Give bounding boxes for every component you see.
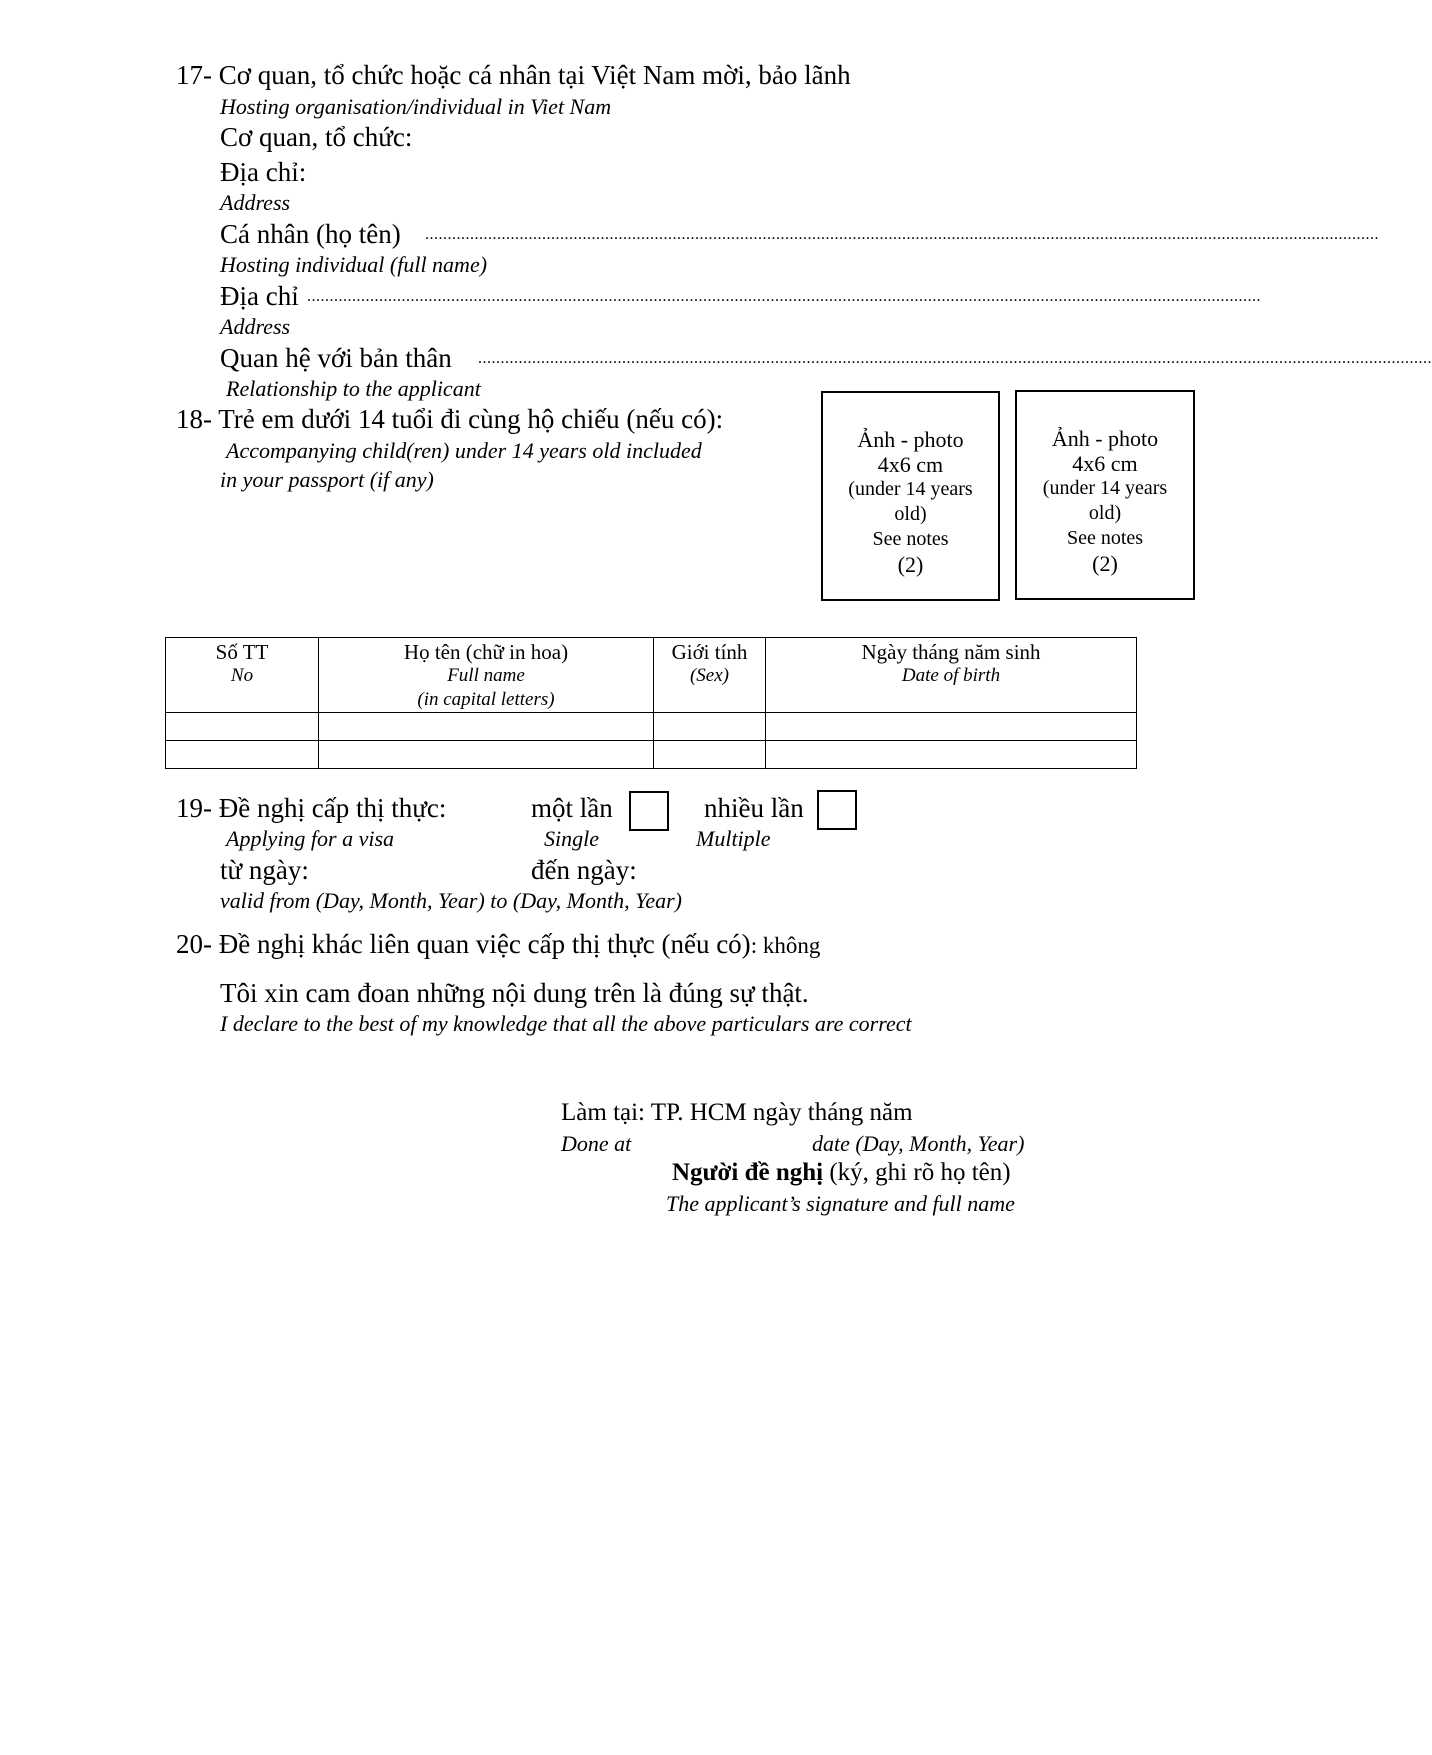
individual-en: Hosting individual (full name): [220, 252, 488, 277]
individual-address-en: Address: [220, 314, 291, 339]
multiple-entry-checkbox[interactable]: [817, 790, 857, 830]
photo-box-age-note: (under 14 years: [1042, 477, 1168, 499]
photo-box-label: Ảnh - photo: [857, 427, 964, 452]
cell-no[interactable]: [166, 713, 319, 741]
header-date-of-birth-en: Date of birth: [901, 665, 1001, 686]
cell-full-name[interactable]: [319, 713, 654, 741]
section-20-line: [176, 929, 820, 960]
photo-box-size: 4x6 cm: [877, 452, 944, 477]
photo-box-age-note: (under 14 years: [848, 478, 973, 500]
section-18-heading-en-1: Accompanying child(ren) under 14 years old included: [226, 438, 702, 463]
cell-sex[interactable]: [654, 741, 766, 769]
photo-box-note-number: (2): [897, 552, 924, 577]
valid-from-label: từ ngày:: [220, 855, 309, 885]
done-at-en: Done at: [561, 1131, 632, 1156]
cell-date-of-birth[interactable]: [766, 741, 1137, 769]
table-row: [166, 741, 1137, 769]
cell-date-of-birth[interactable]: [766, 713, 1137, 741]
section-19-heading: 19- Đề nghị cấp thị thực:: [176, 793, 447, 823]
photo-box-age-note-2: old): [894, 503, 927, 525]
done-at-place-date: Làm tại: TP. HCM ngày tháng năm: [561, 1099, 913, 1126]
header-full-name: [319, 638, 654, 713]
valid-to-label: đến ngày:: [531, 855, 637, 885]
section-20-heading: 20- Đề nghị khác liên quan việc cấp thị thực (nếu có): [176, 929, 751, 959]
relationship-en: Relationship to the applicant: [226, 376, 481, 401]
individual-address-dotted-line[interactable]: ....................................................................................................................................................................................................................: [307, 288, 1261, 305]
relationship-dotted-line[interactable]: ....................................................................................................................................................................................................................: [478, 350, 1432, 367]
date-en: date (Day, Month, Year): [812, 1131, 1025, 1156]
header-date-of-birth-vi: Ngày tháng năm sinh: [861, 640, 1041, 664]
organisation-address-en: Address: [220, 190, 291, 215]
section-20-answer: : không: [750, 933, 821, 958]
section-19-heading-en: Applying for a visa: [226, 826, 395, 851]
organisation-label: Cơ quan, tổ chức:: [220, 122, 413, 152]
declaration-vi: Tôi xin cam đoan những nội dung trên là đúng sự thật.: [220, 978, 809, 1008]
header-no: [166, 638, 319, 713]
children-table: [165, 637, 1137, 769]
relationship-label: Quan hệ với bản thân: [220, 343, 452, 373]
table-row: [166, 713, 1137, 741]
header-full-name-vi: Họ tên (chữ in hoa): [403, 640, 569, 664]
applicant-label-rest: (ký, ghi rõ họ tên): [823, 1159, 1011, 1186]
section-18-heading: 18- Trẻ em dưới 14 tuổi đi cùng hộ chiếu (nếu có):: [176, 404, 724, 434]
section-17-heading-en: Hosting organisation/individual in Viet Nam: [220, 94, 612, 119]
applicant-signature-en: The applicant’s signature and full name: [666, 1191, 1015, 1216]
photo-box-note-number: (2): [1092, 551, 1118, 576]
header-no-en: No: [230, 665, 254, 686]
header-sex-vi: Giới tính: [671, 640, 748, 664]
photo-box-size: 4x6 cm: [1072, 451, 1138, 476]
header-no-vi: Số TT: [215, 640, 269, 664]
child-photo-box-1[interactable]: [821, 391, 1000, 601]
applicant-label-bold: Người đề nghị: [672, 1159, 824, 1186]
individual-label: Cá nhân (họ tên): [220, 219, 401, 249]
individual-address-label: Địa chỉ: [220, 281, 299, 311]
children-table-header-row: [166, 638, 1137, 713]
header-full-name-en: Full name: [447, 665, 525, 686]
single-entry-label: một lần: [531, 793, 613, 823]
cell-full-name[interactable]: [319, 741, 654, 769]
applicant-signature-label: [672, 1159, 1011, 1187]
cell-sex[interactable]: [654, 713, 766, 741]
organisation-address-label: Địa chỉ:: [220, 157, 307, 187]
header-sex: [654, 638, 766, 713]
valid-dates-en: valid from (Day, Month, Year) to (Day, Month, Year): [220, 888, 682, 913]
cell-no[interactable]: [166, 741, 319, 769]
header-sex-en: (Sex): [689, 665, 730, 686]
header-full-name-en-2: (in capital letters): [417, 689, 555, 710]
section-18-heading-en-2: in your passport (if any): [220, 467, 434, 492]
header-date-of-birth: [766, 638, 1137, 713]
photo-box-age-note-2: old): [1088, 502, 1122, 524]
individual-name-dotted-line[interactable]: ....................................................................................................................................................................................................................: [425, 226, 1379, 243]
single-entry-en: Single: [544, 826, 599, 851]
photo-box-see-notes: See notes: [1066, 527, 1144, 549]
photo-box-see-notes: See notes: [872, 528, 949, 550]
declaration-en: I declare to the best of my knowledge that all the above particulars are correct: [220, 1011, 912, 1036]
child-photo-box-2[interactable]: [1015, 390, 1195, 600]
photo-box-label: Ảnh - photo: [1051, 426, 1159, 451]
single-entry-checkbox[interactable]: [629, 791, 669, 831]
multiple-entry-label: nhiều lần: [704, 793, 804, 823]
section-17-heading: 17- Cơ quan, tổ chức hoặc cá nhân tại Việt Nam mời, bảo lãnh: [176, 60, 851, 90]
multiple-entry-en: Multiple: [696, 826, 771, 851]
